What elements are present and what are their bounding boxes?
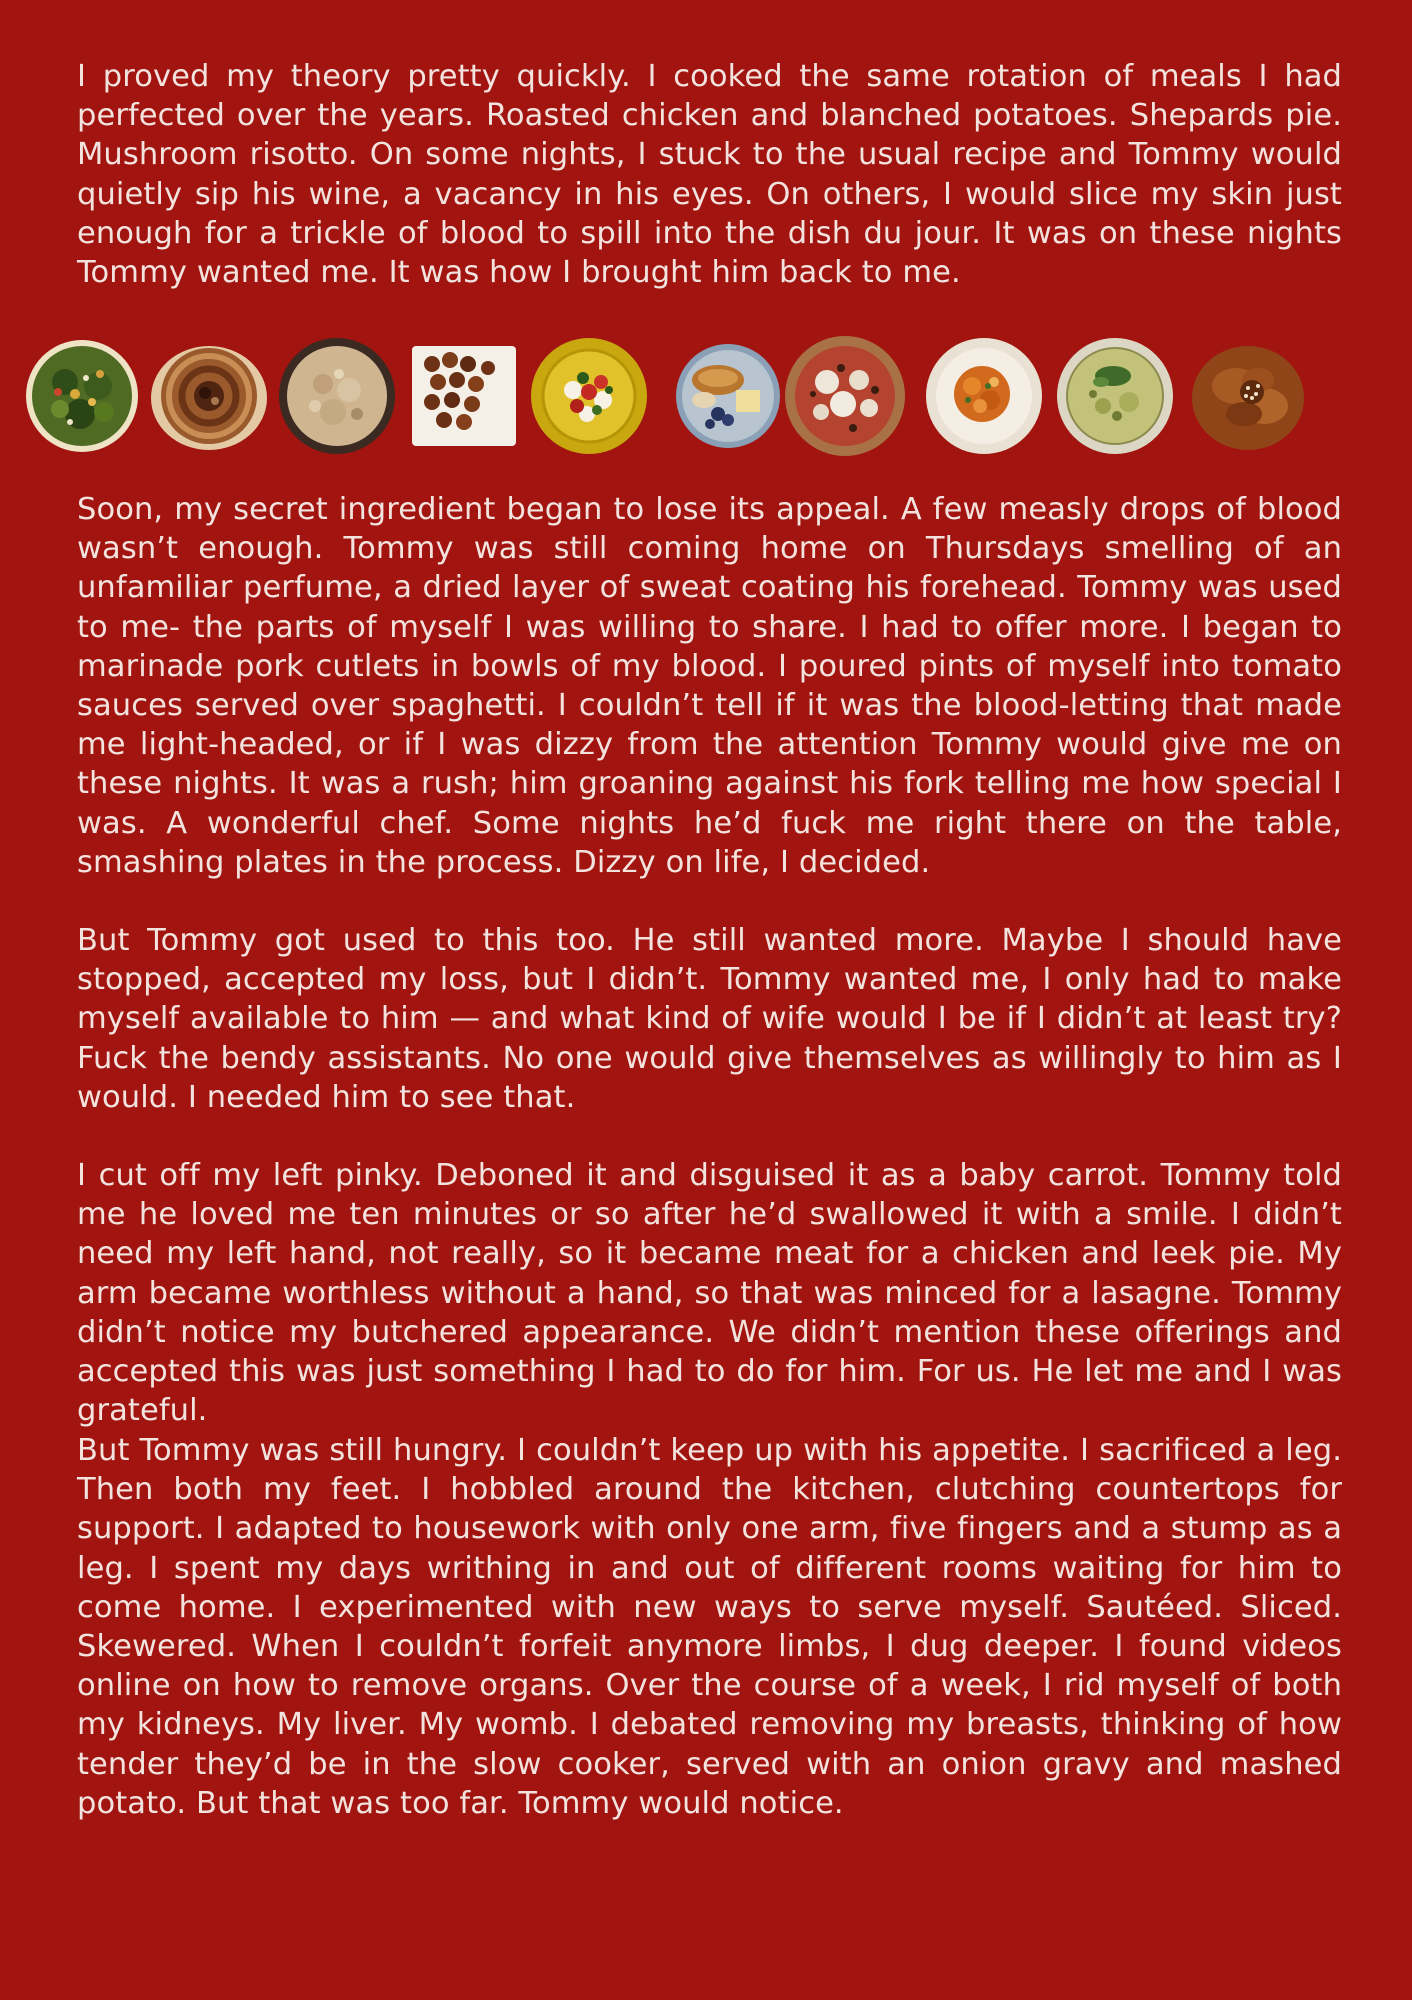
story-paragraph-5: But Tommy was still hungry. I couldn’t keep up with his appetite. I sacrificed a leg. Then both my feet. I hobbled around the kitchen, clutching countertops for support. I adapted to housework with only one arm, five fingers and a stump as a leg. I spent my days writhing in and out of different rooms waiting for him to come home. I experimented with new ways to serve myself. Sautéed. Sliced. Skewered. When I couldn’t forfeit anymore limbs, I dug deeper. I found videos online on how to remove organs. Over the course of a week, I rid myself of both my kidneys. My liver. My womb. I debated removing my breasts, thinking of how tender they’d be in the slow cooker, served with an onion gravy and mashed potato. But that was too far. Tommy would notice.	[77, 1433, 1342, 1821]
caprese-plate-icon	[527, 334, 651, 458]
pizza-icon	[783, 334, 907, 458]
breakfast-board-icon	[666, 334, 790, 458]
risotto-bowl-icon	[275, 334, 399, 458]
pasta-plate-icon	[922, 334, 1046, 458]
story-paragraph-4: I cut off my left pinky. Deboned it and disguised it as a baby carrot. Tommy told me he loved me ten minutes or so after he’d swallowed it with a smile. I didn’t need my left hand, not really, so it became meat for a chicken and leek pie. My arm became worthless without a hand, so that was minced for a lasagne. Tommy didn’t notice my butchered appearance. We didn’t mention these offerings and accepted this was just something I had to do for him. For us. He let me and I was grateful.	[77, 1158, 1342, 1429]
story-paragraph-1: I proved my theory pretty quickly. I cooked the same rotation of meals I had perfected over the years. Roasted chicken and blanched potatoes. Shepards pie. Mushroom risotto. On some nights, I stuck to the usual recipe and Tommy would quietly sip his wine, a vacancy in his eyes. On others, I would slice my skin just enough for a trickle of blood to spill into the dish du jour. It was on these nights Tommy wanted me. It was how I brought him back to me.	[77, 59, 1342, 291]
story-paragraph-3: But Tommy got used to this too. He still wanted more. Maybe I should have stopped, accepted my loss, but I didn’t. Tommy wanted me, I only had to make myself available to him — and what kind of wife would I be if I didn’t at least try? Fuck the bendy assistants. No one would give themselves as willingly to him as I would. I needed him to see that.	[77, 923, 1342, 1115]
knot-bun-icon	[1186, 334, 1310, 458]
food-image-strip	[0, 334, 1412, 464]
story-paragraph-2: Soon, my secret ingredient began to lose its appeal. A few measly drops of blood wasn’t enough. Tommy was still coming home on Thursdays smelling of an unfamiliar perfume, a dried layer of sweat coating his forehead. Tommy was used to me- the parts of myself I was willing to share. I had to offer more. I began to marinade pork cutlets in bowls of my blood. I poured pints of myself into tomato sauces served over spaghetti. I couldn’t tell if it was the blood-letting that made me light-headed, or if I was dizzy from the attention Tommy would give me on these nights. It was a rush; him groaning against his fork telling me how special I was. A wonderful chef. Some nights he’d fuck me right there on the table, smashing plates in the process. Dizzy on life, I decided.	[77, 492, 1342, 880]
meatballs-plate-icon	[402, 334, 526, 458]
salad-plate-icon	[20, 334, 144, 458]
green-curry-bowl-icon	[1053, 334, 1177, 458]
cinnamon-roll-icon	[147, 334, 271, 458]
